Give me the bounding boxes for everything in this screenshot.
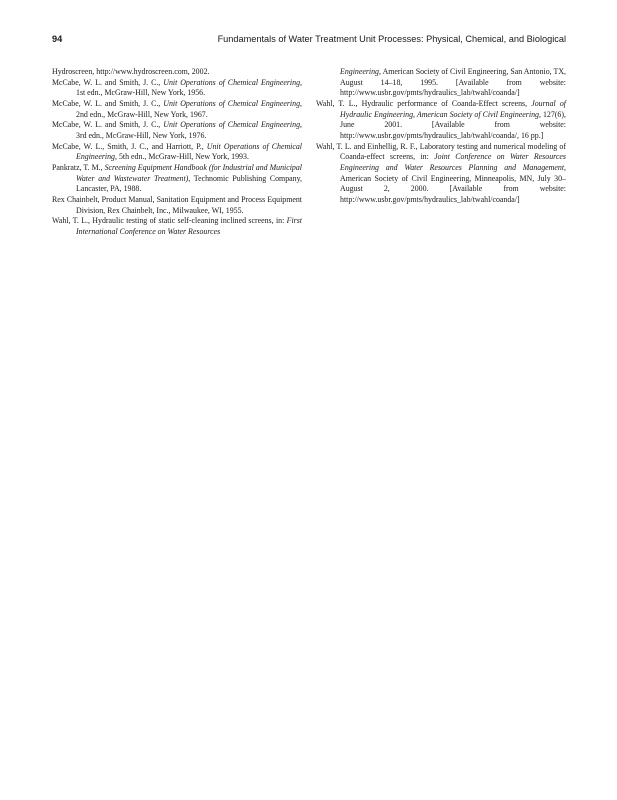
reference-text: Wahl, T. L., Hydraulic performance of Coanda-Effect screens,: [316, 98, 532, 108]
reference-text: McCabe, W. L. and Smith, J. C.,: [52, 98, 164, 108]
reference-entry: [52, 142, 302, 163]
reference-title: First International Conference on Water Resources: [76, 216, 302, 236]
reference-text: McCabe, W. L. and Smith, J. C.,: [52, 77, 164, 87]
reference-entry: [52, 99, 302, 120]
reference-entry: [52, 78, 302, 99]
reference-title: Engineering: [340, 67, 380, 76]
reference-title: Screening Equipment Handbook (for Industrial and Municipal Water and Wastewater Treatment): [76, 162, 302, 183]
reference-text: , American Society of Civil Engineering, Minneapolis, MN, July 30–August 2, 2000. [Available from website: http://www.usbr.gov/pmts/hydraulics_lab/twahl/coanda/]: [340, 162, 566, 204]
reference-text: , 127(6), June 2001. [Available from website: http://www.usbr.gov/pmts/hydraulics_lab/twahl/coanda/, 16 pp.]: [340, 109, 566, 140]
reference-text: , American Society of Civil Engineering, San Antonio, TX, August 14–18, 1995. [Available from website: http://www.usbr.gov/pmts/hydraulics_lab/twahl/coanda/]: [340, 67, 566, 98]
reference-entry: [52, 195, 302, 216]
reference-title: Unit Operations of Chemical Engineering: [163, 98, 301, 108]
references-left-column: [52, 67, 302, 238]
reference-title: Unit Operations of Chemical Engineering: [163, 77, 301, 87]
reference-text: Pankratz, T. M.,: [52, 162, 105, 172]
reference-text: McCabe, W. L., Smith, J. C., and Harriott, P.,: [52, 141, 207, 151]
reference-entry: [316, 142, 566, 206]
reference-entry: [52, 67, 302, 78]
reference-text: Hydroscreen, http://www.hydroscreen.com, 2002.: [52, 67, 210, 76]
reference-text: , 3rd edn., McGraw-Hill, New York, 1976.: [76, 120, 302, 140]
reference-text: , Technomic Publishing Company, Lancaster, PA, 1988.: [76, 173, 302, 194]
reference-entry: [52, 163, 302, 195]
reference-entry: [52, 216, 302, 237]
reference-continuation: [316, 67, 566, 99]
page-number: 94: [52, 34, 63, 44]
reference-text: Wahl, T. L., Hydraulic testing of static self-cleaning inclined screens, in:: [52, 216, 287, 226]
reference-title: Unit Operations of Chemical Engineering: [76, 141, 302, 162]
references-right-column: [316, 67, 566, 206]
reference-title: Journal of Hydraulic Engineering, American Society of Civil Engineering: [340, 98, 566, 119]
reference-text: , 2nd edn., McGraw-Hill, New York, 1967.: [76, 98, 302, 119]
reference-entry: [52, 120, 302, 141]
reference-title: Joint Conference on Water Resources Engineering and Water Resources Planning and Management: [340, 152, 566, 172]
reference-text: Rex Chainbelt, Product Manual, Sanitation Equipment and Process Equipment Division, Rex Chainbelt, Inc., Milwaukee, WI, 1955.: [52, 194, 302, 215]
reference-text: Wahl, T. L. and Einhellig, R. F., Laboratory testing and numerical modeling of Coanda-effect screens, in:: [316, 141, 566, 162]
reference-text: , 1st edn., McGraw-Hill, New York, 1956.: [76, 77, 302, 98]
reference-text: McCabe, W. L. and Smith, J. C.,: [52, 120, 164, 130]
reference-entry: [316, 99, 566, 142]
page-header: [52, 34, 566, 48]
reference-text: , 5th edn., McGraw-Hill, New York, 1993.: [115, 152, 249, 162]
running-title: Fundamentals of Water Treatment Unit Processes: Physical, Chemical, and Biological: [217, 34, 566, 44]
reference-title: Unit Operations of Chemical Engineering: [163, 120, 301, 130]
